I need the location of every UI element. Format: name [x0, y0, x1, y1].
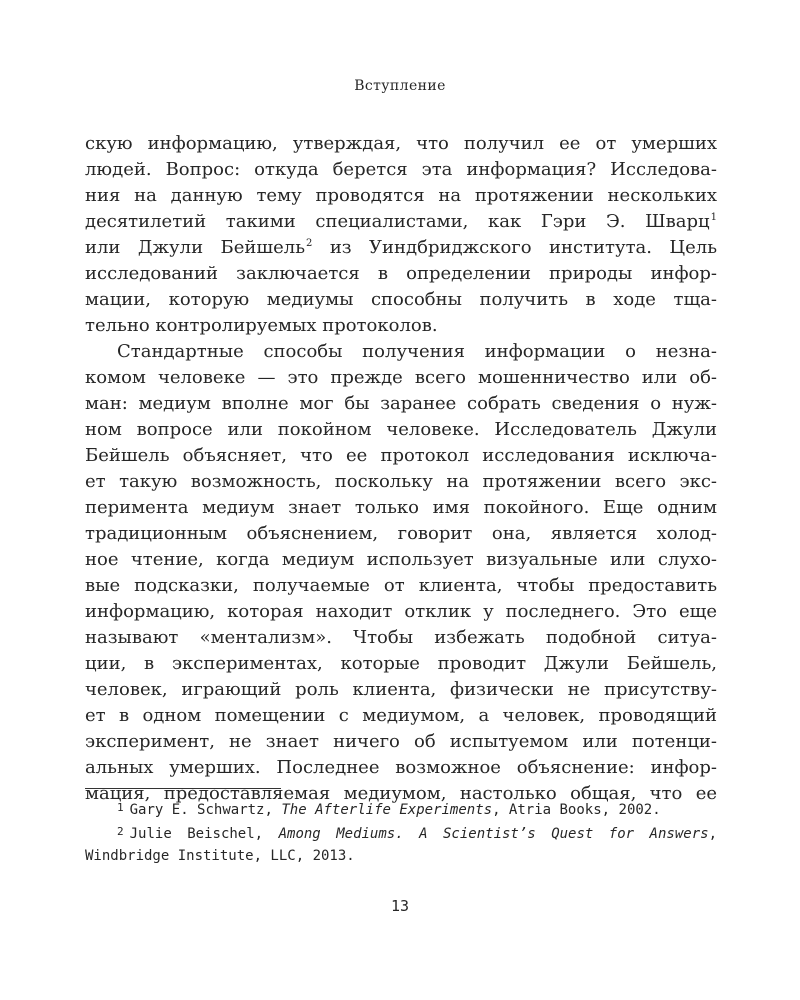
footnote-number: 1	[117, 801, 124, 814]
text-line: ном вопросе или покойном человеке. Исследователь Джули	[85, 419, 717, 440]
text-line: комом человеке — это прежде всего мошенничество или об-	[85, 367, 717, 388]
text-line	[85, 235, 717, 261]
text-line: ное чтение, когда медиум использует визуальные или слухо-	[85, 549, 717, 570]
text-line: информацию, которая находит отклик у последнего. Это еще	[85, 601, 717, 622]
text-line: традиционным объяснением, говорит она, является холод-	[85, 523, 717, 544]
footnote-title: The Afterlife Experiments	[281, 802, 493, 818]
footnote-2-continuation: Windbridge Institute, LLC, 2013.	[85, 848, 355, 864]
text-line: ции, в экспериментах, которые проводит Джули Бейшель,	[85, 653, 717, 674]
running-head: Вступление	[354, 78, 446, 94]
text-segment: десятилетий такими специалистами, как Гэри Э. Шварц	[85, 211, 710, 232]
text-line: перимента медиум знает только имя покойного. Еще одним	[85, 497, 717, 518]
text-line: эксперимент, не знает ничего об испытуемом или потенци-	[85, 731, 717, 752]
body-text	[85, 131, 717, 807]
text-line: исследований заключается в определении природы инфор-	[85, 263, 717, 284]
text-line	[85, 209, 717, 235]
footnote-author: Gary E. Schwartz,	[129, 802, 273, 818]
text-line: называют «ментализм». Чтобы избежать подобной ситуа-	[85, 627, 717, 648]
footnote-number: 2	[117, 825, 124, 838]
text-line: вые подсказки, получаемые от клиента, чтобы предоставить	[85, 575, 717, 596]
text-line: альных умерших. Последнее возможное объяснение: инфор-	[85, 757, 717, 778]
footnote-publisher: , Atria Books, 2002.	[492, 802, 661, 818]
text-line: ман: медиум вполне мог бы заранее собрать сведения о нуж-	[85, 393, 717, 414]
footnote-2	[85, 820, 717, 844]
footnote-author: Julie Beischel,	[129, 826, 264, 842]
text-line: Стандартные способы получения информации о незна-	[117, 341, 717, 362]
text-line: ет такую возможность, поскольку на протяжении всего экс-	[85, 471, 717, 492]
text-segment: из Уиндбриджского института. Цель	[329, 237, 717, 258]
text-line: тельно контролируемых протоколов.	[85, 315, 438, 336]
footnote-reference: 2	[306, 238, 313, 249]
text-line: мации, которую медиумы способны получить в ходе тща-	[85, 289, 717, 310]
footnote-reference: 1	[710, 212, 717, 223]
text-segment: или Джули Бейшель	[85, 237, 305, 258]
page-number: 13	[390, 897, 410, 915]
text-line: Бейшель объясняет, что ее протокол исследования исключа-	[85, 445, 717, 466]
footnote-punct: ,	[708, 826, 717, 842]
text-line: людей. Вопрос: откуда берется эта информация? Исследова-	[85, 159, 717, 180]
footnote-1	[85, 796, 717, 820]
text-line: скую информацию, утверждая, что получил ее от умерших	[85, 133, 717, 154]
text-line: человек, играющий роль клиента, физически не присутству-	[85, 679, 717, 700]
text-line: мация, предоставляемая медиумом, настолько общая, что ее	[85, 783, 717, 804]
footnote-divider	[85, 788, 281, 789]
footnotes	[85, 796, 717, 868]
text-line: ет в одном помещении с медиумом, а человек, проводящий	[85, 705, 717, 726]
footnote-title: Among Mediums. A Scientist’s Quest for Answers	[278, 826, 709, 842]
text-line: ния на данную тему проводятся на протяжении нескольких	[85, 185, 717, 206]
